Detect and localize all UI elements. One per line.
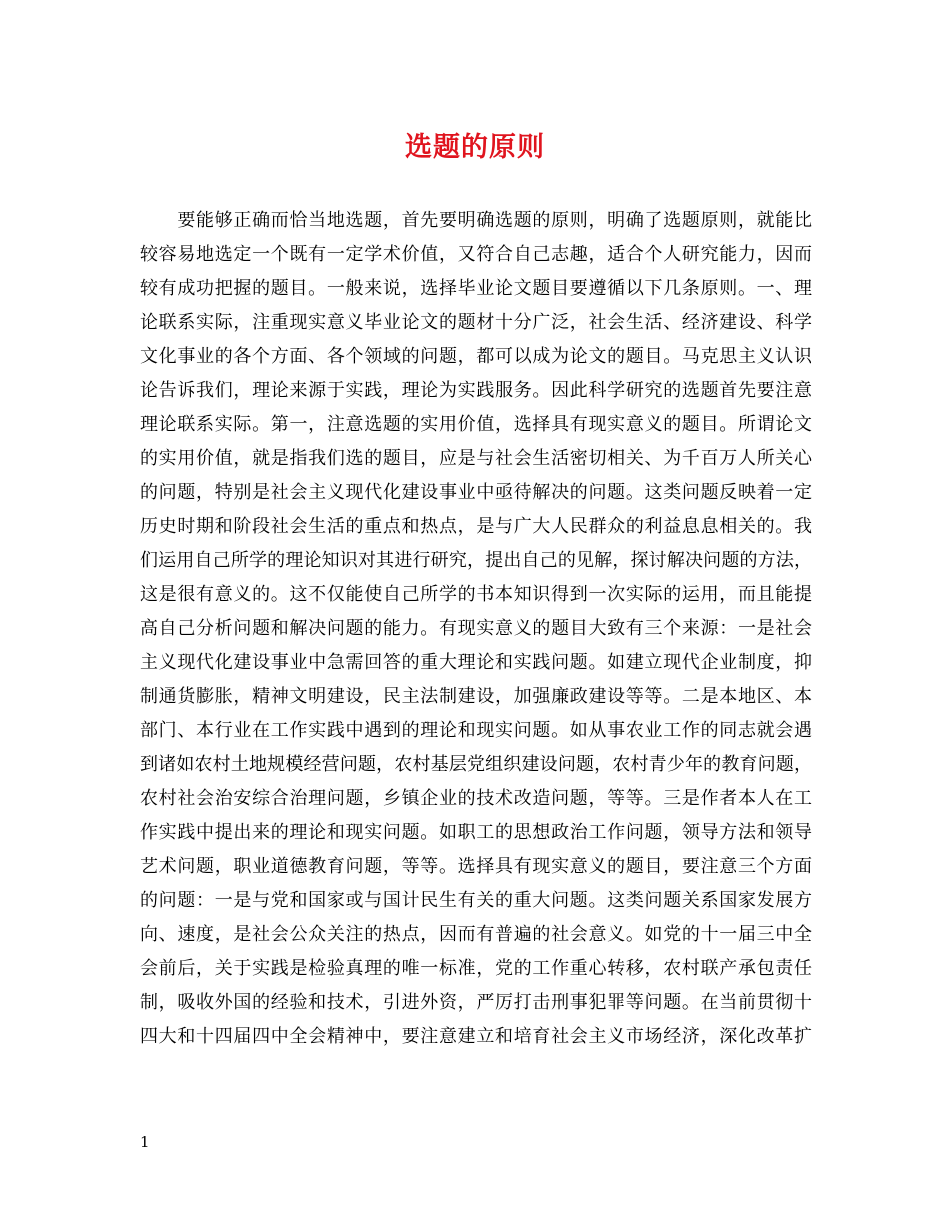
text-line: 要能够正确而恰当地选题，首先要明确选题的原则，明确了选题原则，就能比 — [140, 210, 812, 231]
text-line: 会前后，关于实践是检验真理的唯一标准，党的工作重心转移，农村联产承包责任 — [140, 958, 812, 979]
text-line: 这是很有意义的。这不仅能使自己所学的书本知识得到一次实际的运用，而且能提 — [140, 584, 812, 605]
body-paragraph — [140, 204, 812, 1054]
text-line: 论联系实际，注重现实意义毕业论文的题材十分广泛，社会生活、经济建设、科学 — [140, 312, 812, 333]
text-line: 的问题：一是与党和国家或与国计民生有关的重大问题。这类问题关系国家发展方 — [140, 890, 812, 911]
text-line: 较容易地选定一个既有一定学术价值，又符合自己志趣，适合个人研究能力，因而 — [140, 244, 812, 265]
text-line: 向、速度，是社会公众关注的热点，因而有普遍的社会意义。如党的十一届三中全 — [140, 924, 812, 945]
text-line: 们运用自己所学的理论知识对其进行研究，提出自己的见解，探讨解决问题的方法， — [140, 550, 812, 571]
text-line: 主义现代化建设事业中急需回答的重大理论和实践问题。如建立现代企业制度，抑 — [140, 652, 812, 673]
text-line: 到诸如农村土地规模经营问题，农村基层党组织建设问题，农村青少年的教育问题， — [140, 754, 812, 775]
text-line: 的实用价值，就是指我们选的题目，应是与社会生活密切相关、为千百万人所关心 — [140, 448, 812, 469]
text-line: 部门、本行业在工作实践中遇到的理论和现实问题。如从事农业工作的同志就会遇 — [140, 720, 812, 741]
text-line: 农村社会治安综合治理问题，乡镇企业的技术改造问题，等等。三是作者本人在工 — [140, 788, 812, 809]
text-line: 制，吸收外国的经验和技术，引进外资，严厉打击刑事犯罪等问题。在当前贯彻十 — [140, 992, 812, 1013]
text-line: 艺术问题，职业道德教育问题，等等。选择具有现实意义的题目，要注意三个方面 — [140, 856, 812, 877]
document-title: 选题的原则 — [405, 132, 545, 163]
text-line: 的问题，特别是社会主义现代化建设事业中亟待解决的问题。这类问题反映着一定 — [140, 482, 812, 503]
text-line: 理论联系实际。第一，注意选题的实用价值，选择具有现实意义的题目。所谓论文 — [140, 414, 812, 435]
text-line: 较有成功把握的题目。一般来说，选择毕业论文题目要遵循以下几条原则。一、理 — [140, 278, 812, 299]
text-line: 高自己分析问题和解决问题的能力。有现实意义的题目大致有三个来源：一是社会 — [140, 618, 812, 639]
text-line: 制通货膨胀，精神文明建设，民主法制建设，加强廉政建设等等。二是本地区、本 — [140, 686, 812, 707]
text-line: 作实践中提出来的理论和现实问题。如职工的思想政治工作问题，领导方法和领导 — [140, 822, 812, 843]
text-line: 论告诉我们，理论来源于实践，理论为实践服务。因此科学研究的选题首先要注意 — [140, 380, 812, 401]
text-line: 四大和十四届四中全会精神中，要注意建立和培育社会主义市场经济，深化改革扩 — [140, 1026, 812, 1047]
page-number: 1 — [140, 1133, 150, 1151]
text-line: 历史时期和阶段社会生活的重点和热点，是与广大人民群众的利益息息相关的。我 — [140, 516, 812, 537]
text-line: 文化事业的各个方面、各个领域的问题，都可以成为论文的题目。马克思主义认识 — [140, 346, 812, 367]
